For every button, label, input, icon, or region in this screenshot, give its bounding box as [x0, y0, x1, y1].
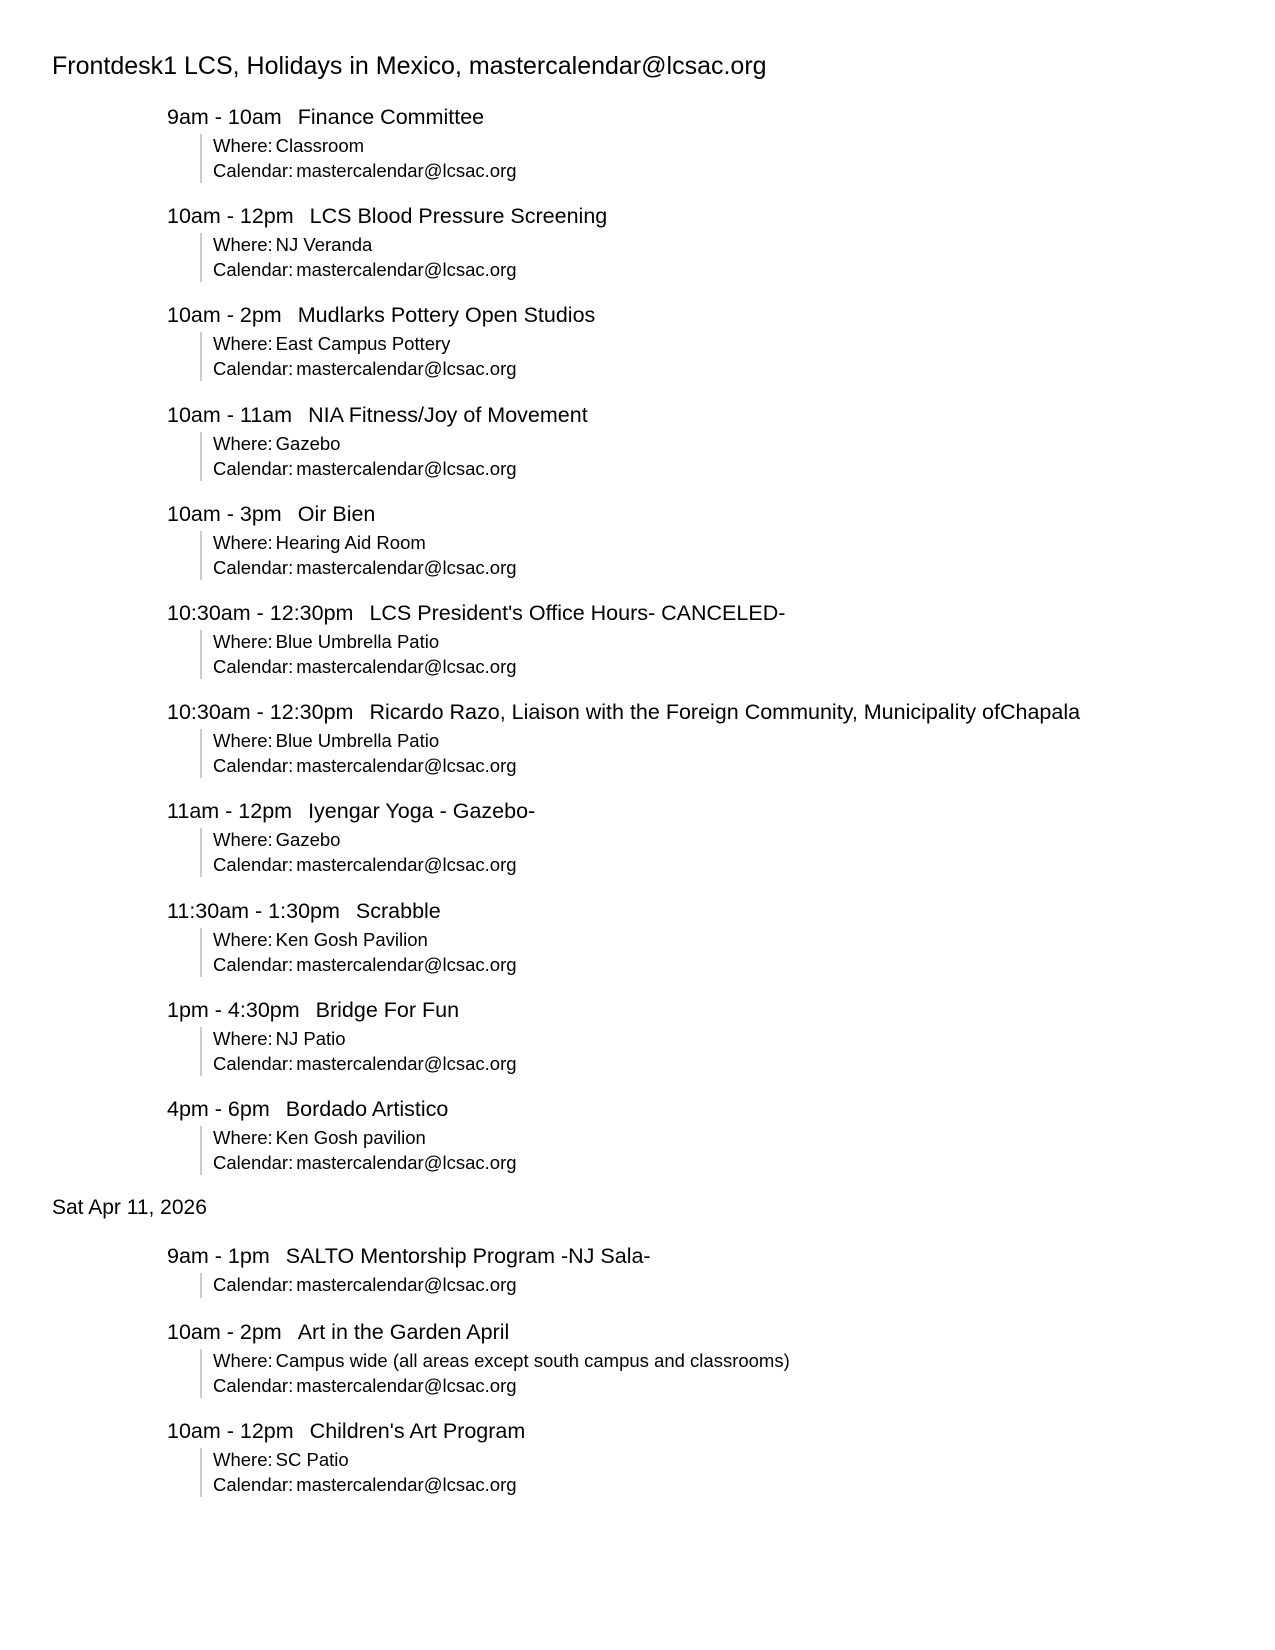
- event-where: Hearing Aid Room: [275, 532, 426, 553]
- event-calendar-row: [213, 1273, 1257, 1298]
- calendar-label: Calendar:: [213, 1151, 294, 1173]
- event-calendar-row: [213, 953, 1257, 978]
- event-details: [200, 1349, 1257, 1398]
- page-title: Frontdesk1 LCS, Holidays in Mexico, mastercalendar@lcsac.org: [52, 52, 767, 80]
- calendar-label: Calendar:: [213, 754, 294, 776]
- event-time: 10:30am - 12:30pm: [167, 601, 354, 625]
- event-details: [200, 828, 1257, 877]
- event-where-row: [213, 233, 1257, 258]
- event-title: Bridge For Fun: [315, 998, 460, 1022]
- event-item[interactable]: [167, 302, 1257, 381]
- event-item[interactable]: [167, 1243, 1257, 1298]
- event-where: Gazebo: [275, 829, 341, 850]
- event-where-row: [213, 828, 1257, 853]
- event-calendar: mastercalendar@lcsac.org: [296, 1374, 517, 1396]
- event-calendar-row: [213, 357, 1257, 382]
- event-where: NJ Patio: [275, 1028, 346, 1049]
- event-title: Art in the Garden April: [297, 1320, 510, 1344]
- event-where: Blue Umbrella Patio: [275, 730, 440, 751]
- event-details: [200, 134, 1257, 183]
- event-where-row: [213, 928, 1257, 953]
- event-item[interactable]: [167, 104, 1257, 183]
- event-calendar: mastercalendar@lcsac.org: [296, 754, 517, 776]
- event-calendar-row: [213, 1374, 1257, 1399]
- where-label: Where:: [213, 234, 273, 255]
- event-where: Gazebo: [275, 433, 341, 454]
- calendar-label: Calendar:: [213, 258, 294, 280]
- event-where-row: [213, 729, 1257, 754]
- event-item[interactable]: [167, 898, 1257, 977]
- event-calendar-row: [213, 457, 1257, 482]
- event-calendar: mastercalendar@lcsac.org: [296, 953, 517, 975]
- event-title: Ricardo Razo, Liaison with the Foreign Community, Municipality ofChapala: [369, 700, 1081, 724]
- calendar-label: Calendar:: [213, 556, 294, 578]
- event-title: Iyengar Yoga - Gazebo-: [308, 799, 536, 823]
- event-calendar-row: [213, 1052, 1257, 1077]
- event-where-row: [213, 432, 1257, 457]
- event-details: [200, 1027, 1257, 1076]
- where-label: Where:: [213, 929, 273, 950]
- where-label: Where:: [213, 333, 273, 354]
- event-where-row: [213, 531, 1257, 556]
- event-calendar-row: [213, 754, 1257, 779]
- event-calendar: mastercalendar@lcsac.org: [296, 556, 517, 578]
- event-where-row: [213, 630, 1257, 655]
- event-where: Classroom: [275, 135, 365, 156]
- event-where-row: [213, 1448, 1257, 1473]
- where-label: Where:: [213, 730, 273, 751]
- event-item[interactable]: [167, 798, 1257, 877]
- event-where: Blue Umbrella Patio: [275, 631, 440, 652]
- event-where-row: [213, 1126, 1257, 1151]
- event-calendar: mastercalendar@lcsac.org: [296, 853, 517, 875]
- event-where-row: [213, 134, 1257, 159]
- event-title: NIA Fitness/Joy of Movement: [308, 403, 588, 427]
- event-where-row: [213, 1027, 1257, 1052]
- calendar-label: Calendar:: [213, 357, 294, 379]
- event-item[interactable]: [167, 402, 1257, 481]
- event-where-row: [213, 1349, 1257, 1374]
- event-time: 10am - 11am: [167, 403, 293, 427]
- event-time: 4pm - 6pm: [167, 1097, 270, 1121]
- event-item[interactable]: [167, 203, 1257, 282]
- event-item[interactable]: [167, 501, 1257, 580]
- event-details: [200, 432, 1257, 481]
- event-title: Oir Bien: [297, 502, 376, 526]
- event-details: [200, 729, 1257, 778]
- event-details: [200, 1273, 1257, 1298]
- event-time: 10am - 3pm: [167, 502, 282, 526]
- event-where: Ken Gosh Pavilion: [275, 929, 428, 950]
- event-item[interactable]: [167, 997, 1257, 1076]
- event-calendar: mastercalendar@lcsac.org: [296, 1473, 517, 1495]
- event-details: [200, 531, 1257, 580]
- event-calendar: mastercalendar@lcsac.org: [296, 258, 517, 280]
- event-calendar-row: [213, 1473, 1257, 1498]
- event-where-row: [213, 332, 1257, 357]
- event-time: 9am - 10am: [167, 105, 282, 129]
- event-time: 1pm - 4:30pm: [167, 998, 300, 1022]
- event-title: LCS Blood Pressure Screening: [309, 204, 608, 228]
- event-time: 10am - 2pm: [167, 303, 282, 327]
- event-calendar-row: [213, 556, 1257, 581]
- where-label: Where:: [213, 1028, 273, 1049]
- where-label: Where:: [213, 631, 273, 652]
- event-item[interactable]: [167, 1418, 1257, 1497]
- event-calendar: mastercalendar@lcsac.org: [296, 159, 517, 181]
- event-details: [200, 630, 1257, 679]
- calendar-label: Calendar:: [213, 655, 294, 677]
- calendar-label: Calendar:: [213, 1473, 294, 1495]
- event-time: 10:30am - 12:30pm: [167, 700, 354, 724]
- where-label: Where:: [213, 1127, 273, 1148]
- event-time: 11:30am - 1:30pm: [167, 899, 340, 923]
- event-title: LCS President's Office Hours- CANCELED-: [369, 601, 786, 625]
- where-label: Where:: [213, 433, 273, 454]
- event-title: Scrabble: [355, 899, 441, 923]
- event-calendar-row: [213, 655, 1257, 680]
- event-details: [200, 928, 1257, 977]
- event-where: SC Patio: [275, 1449, 349, 1470]
- where-label: Where:: [213, 829, 273, 850]
- event-calendar: mastercalendar@lcsac.org: [296, 457, 517, 479]
- calendar-label: Calendar:: [213, 853, 294, 875]
- event-details: [200, 1448, 1257, 1497]
- event-time: 9am - 1pm: [167, 1244, 270, 1268]
- event-time: 10am - 12pm: [167, 1419, 294, 1443]
- event-calendar: mastercalendar@lcsac.org: [296, 1274, 517, 1295]
- calendar-label: Calendar:: [213, 953, 294, 975]
- event-calendar: mastercalendar@lcsac.org: [296, 655, 517, 677]
- event-item[interactable]: [167, 1096, 1257, 1175]
- event-calendar-row: [213, 1151, 1257, 1176]
- event-calendar: mastercalendar@lcsac.org: [296, 1151, 517, 1173]
- calendar-label: Calendar:: [213, 1274, 294, 1295]
- event-calendar-row: [213, 853, 1257, 878]
- event-title: Bordado Artistico: [285, 1097, 449, 1121]
- event-item[interactable]: [167, 699, 1257, 778]
- event-item[interactable]: [167, 1319, 1257, 1398]
- day-heading: Sat Apr 11, 2026: [52, 1196, 207, 1219]
- event-title: SALTO Mentorship Program -NJ Sala-: [285, 1244, 651, 1268]
- event-title: Finance Committee: [297, 105, 485, 129]
- event-calendar: mastercalendar@lcsac.org: [296, 357, 517, 379]
- event-details: [200, 233, 1257, 282]
- where-label: Where:: [213, 1449, 273, 1470]
- calendar-label: Calendar:: [213, 159, 294, 181]
- event-where: Campus wide (all areas except south campus and classrooms): [275, 1350, 790, 1371]
- event-time: 11am - 12pm: [167, 799, 293, 823]
- event-calendar-row: [213, 258, 1257, 283]
- where-label: Where:: [213, 1350, 273, 1371]
- event-where: NJ Veranda: [275, 234, 373, 255]
- event-details: [200, 1126, 1257, 1175]
- calendar-label: Calendar:: [213, 1374, 294, 1396]
- where-label: Where:: [213, 532, 273, 553]
- event-calendar: mastercalendar@lcsac.org: [296, 1052, 517, 1074]
- event-time: 10am - 12pm: [167, 204, 294, 228]
- event-where: Ken Gosh pavilion: [275, 1127, 426, 1148]
- event-where: East Campus Pottery: [275, 333, 451, 354]
- event-title: Children's Art Program: [309, 1419, 526, 1443]
- calendar-label: Calendar:: [213, 1052, 294, 1074]
- where-label: Where:: [213, 135, 273, 156]
- event-time: 10am - 2pm: [167, 1320, 282, 1344]
- calendar-label: Calendar:: [213, 457, 294, 479]
- event-calendar-row: [213, 159, 1257, 184]
- event-title: Mudlarks Pottery Open Studios: [297, 303, 596, 327]
- event-item[interactable]: [167, 600, 1257, 679]
- event-details: [200, 332, 1257, 381]
